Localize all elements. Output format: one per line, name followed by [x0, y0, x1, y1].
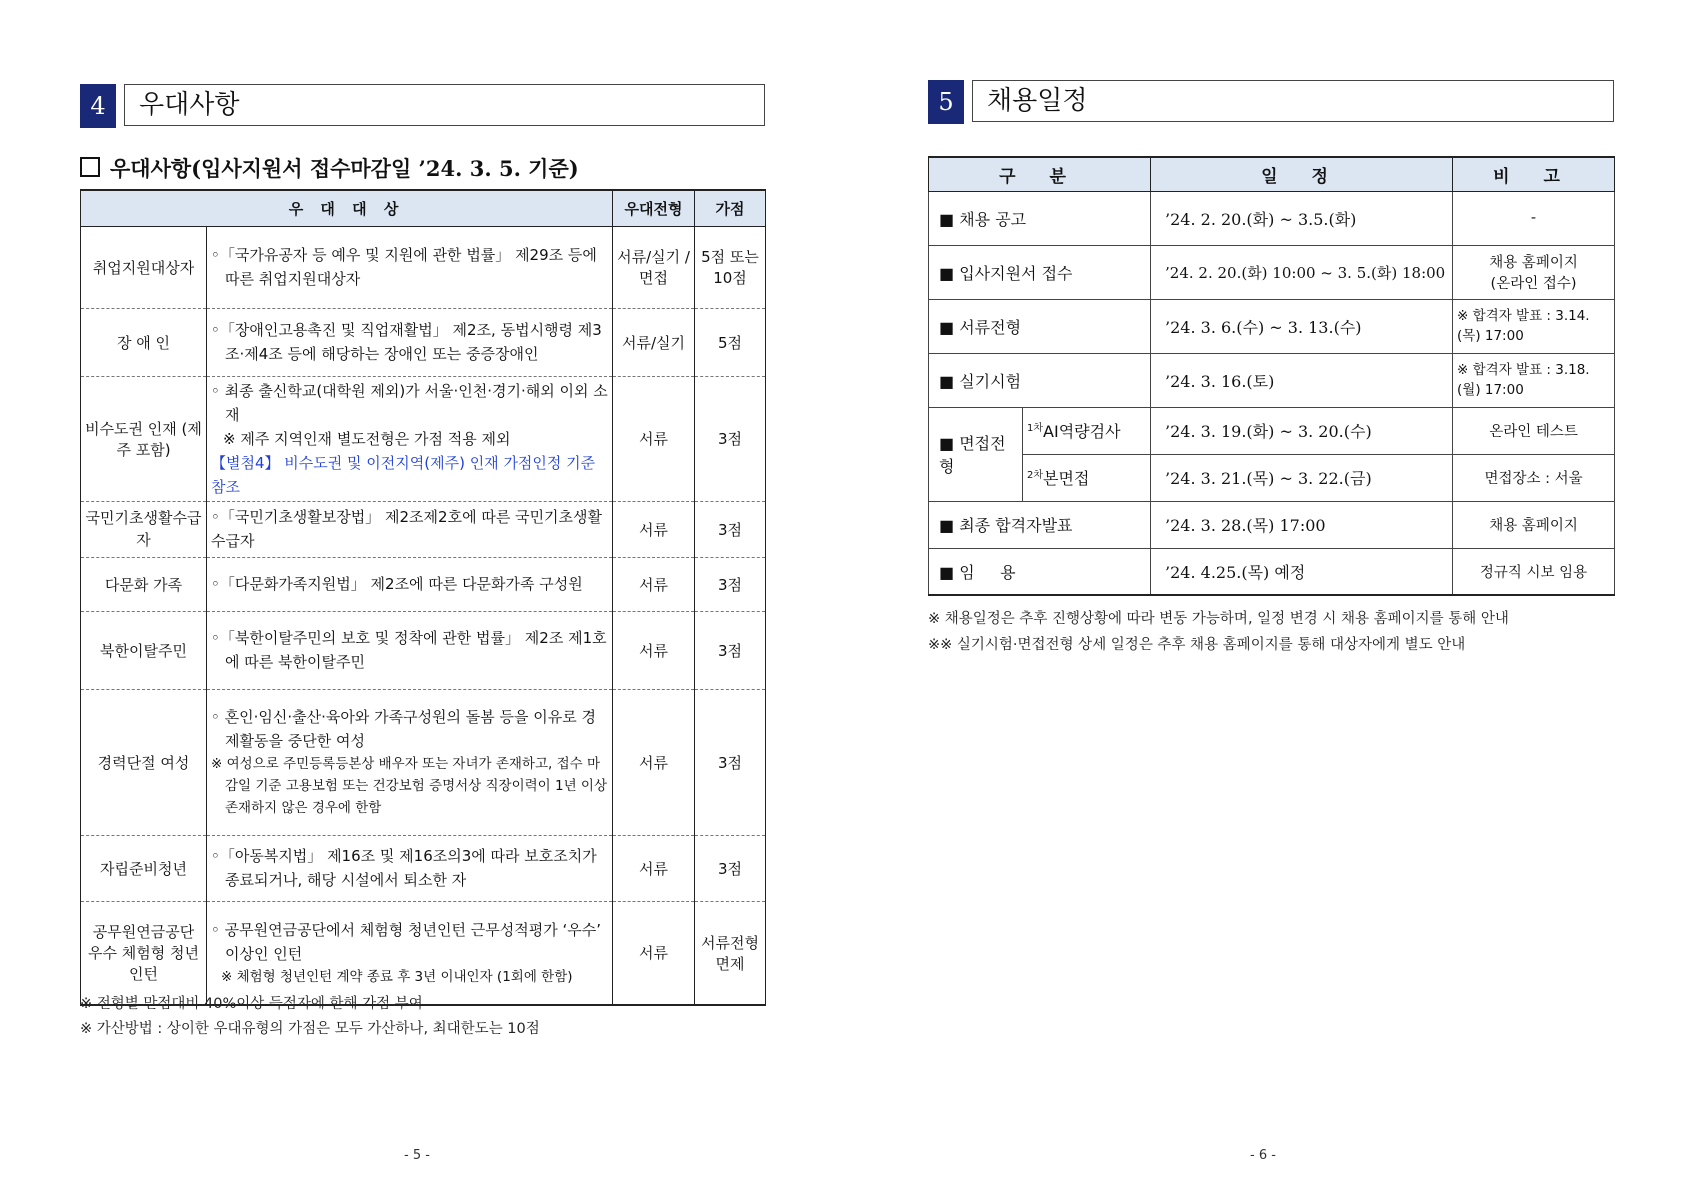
row-stage: 서류 — [613, 689, 695, 835]
table-row — [929, 299, 1615, 353]
row-date: ’24. 3. 19.(화) ~ 3. 20.(수) — [1151, 407, 1453, 454]
table-row — [81, 689, 766, 835]
section-title: 우대사항 — [124, 84, 765, 126]
row-date: ’24. 3. 16.(토) — [1151, 353, 1453, 407]
row-date: ’24. 4.25.(목) 예정 — [1151, 548, 1453, 595]
row-category: 비수도권 인재 (제주 포함) — [81, 376, 207, 501]
table-header-row — [81, 190, 766, 226]
row-category: 북한이탈주민 — [81, 611, 207, 689]
left-note-2: ※ 가산방법 : 상이한 우대유형의 가점은 모두 가산하나, 최대한도는 10점 — [80, 1021, 540, 1037]
row-points: 5점 — [695, 308, 766, 376]
row-category: 장 애 인 — [81, 308, 207, 376]
row-points: 5점 또는 10점 — [695, 226, 766, 308]
table-header-row — [929, 157, 1615, 191]
table-row — [81, 557, 766, 611]
table-row — [81, 226, 766, 308]
row-remark: 면접장소 : 서울 — [1453, 454, 1615, 501]
row-remark: 온라인 테스트 — [1453, 407, 1615, 454]
row-points: 3점 — [695, 835, 766, 901]
row-description: ◦「국가유공자 등 예우 및 지원에 관한 법률」 제29조 등에 따른 취업지원대상자 — [207, 226, 613, 308]
row-description: ◦ 혼인·임신·출산·육아와 가족구성원의 돌봄 등을 이유로 경제활동을 중단한 여성 ※ 여성으로 주민등록등본상 배우자 또는 자녀가 존재하고, 접수 마감일 기준 고용보험 또는 건강보험 증명서상 직장이력이 1년 이상 존재하지 않은 경우에 한함 — [207, 689, 613, 835]
row-category: 국민기초생활수급자 — [81, 501, 207, 557]
row-label: ■ 최종 합격자발표 — [929, 501, 1151, 548]
section-title: 채용일정 — [972, 80, 1614, 122]
table-row — [81, 611, 766, 689]
row-remark: 채용 홈페이지 — [1453, 501, 1615, 548]
section-5-header — [928, 80, 1614, 124]
table-row — [929, 191, 1615, 245]
row-stage: 서류 — [613, 611, 695, 689]
row-stage: 서류 — [613, 557, 695, 611]
header-points: 가점 — [695, 190, 766, 226]
row-label: ■ 면접전형 — [929, 407, 1023, 501]
row-points: 3점 — [695, 376, 766, 501]
row-description: ◦「북한이탈주민의 보호 및 정착에 관한 법률」 제2조 제1호에 따른 북한이탈주민 — [207, 611, 613, 689]
row-stage: 서류/실기 /면접 — [613, 226, 695, 308]
section-number: 5 — [928, 80, 964, 124]
row-label: ■ 임 용 — [929, 548, 1151, 595]
row-sublabel-1: $^{1차}$AI역량검사 — [1023, 407, 1151, 454]
table-row — [929, 454, 1615, 501]
row-points: 3점 — [695, 689, 766, 835]
page-number-right: - 6 - — [1250, 1148, 1276, 1163]
table-row — [929, 245, 1615, 299]
row-description: ◦「장애인고용촉진 및 직업재활법」 제2조, 동법시행령 제3조·제4조 등에 해당하는 장애인 또는 중증장애인 — [207, 308, 613, 376]
table-row — [929, 407, 1615, 454]
row-label: ■ 실기시험 — [929, 353, 1151, 407]
row-description: ◦ 최종 출신학교(대학원 제외)가 서울·인천·경기·해외 이외 소재 ※ 제주 지역인재 별도전형은 가점 적용 제외 【별첨4】 비수도권 및 이전지역(제주) 인재 가점인정 기준 참조 — [207, 376, 613, 501]
subheading-text: 우대사항(입사지원서 접수마감일 ’24. 3. 5. 기준) — [110, 156, 579, 181]
row-description: ◦「국민기초생활보장법」 제2조제2호에 따른 국민기초생활수급자 — [207, 501, 613, 557]
preferences-table — [80, 189, 766, 1006]
row-category: 자립준비청년 — [81, 835, 207, 901]
row-sublabel-2: $^{2차}$본면접 — [1023, 454, 1151, 501]
table-row — [81, 376, 766, 501]
row-remark: 채용 홈페이지 (온라인 접수) — [1453, 245, 1615, 299]
table-row — [81, 835, 766, 901]
row-date: ’24. 3. 21.(목) ~ 3. 22.(금) — [1151, 454, 1453, 501]
row-points: 3점 — [695, 501, 766, 557]
table-row — [929, 501, 1615, 548]
row-remark: ※ 합격자 발표 : 3.14.(목) 17:00 — [1453, 299, 1615, 353]
row-stage: 서류 — [613, 501, 695, 557]
header-schedule: 일 정 — [1151, 157, 1453, 191]
row-remark: ※ 합격자 발표 : 3.18.(월) 17:00 — [1453, 353, 1615, 407]
row-points: 3점 — [695, 557, 766, 611]
row-description: ◦「다문화가족지원법」 제2조에 따른 다문화가족 구성원 — [207, 557, 613, 611]
header-stage: 우대전형 — [613, 190, 695, 226]
right-note-1: ※ 채용일정은 추후 진행상황에 따라 변동 가능하며, 일정 변경 시 채용 홈페이지를 통해 안내 — [928, 611, 1509, 627]
row-remark: - — [1453, 191, 1615, 245]
row-category: 다문화 가족 — [81, 557, 207, 611]
row-date: ’24. 2. 20.(화) ~ 3.5.(화) — [1151, 191, 1453, 245]
row-points: 3점 — [695, 611, 766, 689]
row-description: ◦「아동복지법」 제16조 및 제16조의3에 따라 보호조치가 종료되거나, 해당 시설에서 퇴소한 자 — [207, 835, 613, 901]
table-row — [81, 501, 766, 557]
table-row — [81, 901, 766, 1005]
header-remarks: 비 고 — [1453, 157, 1615, 191]
row-stage: 서류 — [613, 376, 695, 501]
table-row — [929, 548, 1615, 595]
row-label: ■ 채용 공고 — [929, 191, 1151, 245]
section-number: 4 — [80, 84, 116, 128]
row-description: ◦ 공무원연금공단에서 체험형 청년인턴 근무성적평가 ‘우수’ 이상인 인턴 ※ 체험형 청년인턴 계약 종료 후 3년 이내인자 (1회에 한함) — [207, 901, 613, 1005]
row-label: ■ 서류전형 — [929, 299, 1151, 353]
page-number-left: - 5 - — [404, 1148, 430, 1163]
preferences-subheading — [80, 153, 579, 183]
row-date: ’24. 2. 20.(화) 10:00 ~ 3. 5.(화) 18:00 — [1151, 245, 1453, 299]
row-date: ’24. 3. 6.(수) ~ 3. 13.(수) — [1151, 299, 1453, 353]
row-stage: 서류 — [613, 835, 695, 901]
header-category: 구 분 — [929, 157, 1151, 191]
checkbox-square-icon — [80, 157, 100, 177]
row-points: 서류전형 면제 — [695, 901, 766, 1005]
schedule-table — [928, 156, 1615, 596]
row-remark: 정규직 시보 임용 — [1453, 548, 1615, 595]
header-target: 우 대 대 상 — [81, 190, 613, 226]
right-note-2: ※※ 실기시험·면접전형 상세 일정은 추후 채용 홈페이지를 통해 대상자에게 별도 안내 — [928, 637, 1466, 653]
row-stage: 서류/실기 — [613, 308, 695, 376]
section-4-header — [80, 84, 765, 128]
row-category: 경력단절 여성 — [81, 689, 207, 835]
row-category: 취업지원대상자 — [81, 226, 207, 308]
row-date: ’24. 3. 28.(목) 17:00 — [1151, 501, 1453, 548]
left-note-1: ※ 전형별 만점대비 40%이상 득점자에 한해 가점 부여 — [80, 996, 423, 1012]
table-row — [929, 353, 1615, 407]
row-label: ■ 입사지원서 접수 — [929, 245, 1151, 299]
row-category: 공무원연금공단 우수 체험형 청년인턴 — [81, 901, 207, 1005]
table-row — [81, 308, 766, 376]
row-stage: 서류 — [613, 901, 695, 1005]
